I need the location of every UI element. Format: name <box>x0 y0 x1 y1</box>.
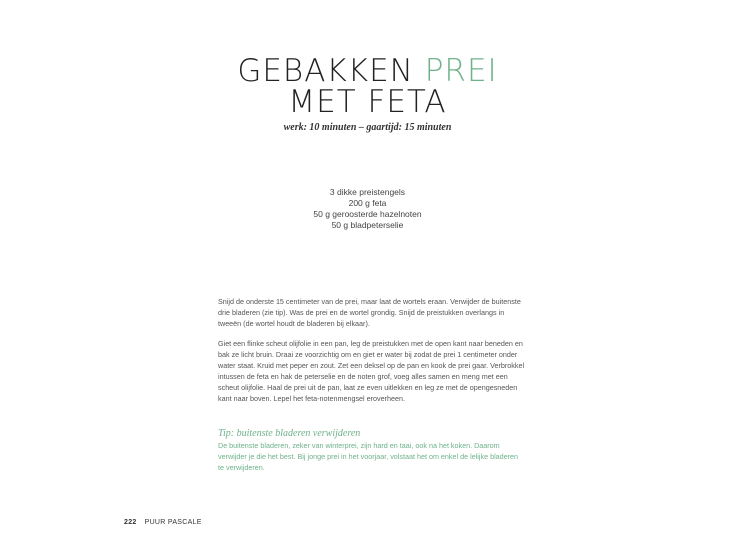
instructions <box>218 296 526 413</box>
title-line-2: MET FETA <box>288 84 447 120</box>
ingredient-item: 50 g geroosterde hazelnoten <box>313 209 422 219</box>
recipe-title <box>0 53 735 120</box>
ingredient-list <box>0 187 735 231</box>
book-title: PUUR PASCALE <box>144 519 202 526</box>
ingredient-item: 3 dikke preistengels <box>329 187 406 197</box>
page-footer <box>124 519 202 526</box>
recipe-timing: werk: 10 minuten – gaartijd: 15 minuten <box>283 122 452 133</box>
instruction-paragraph: Snijd de onderste 15 centimeter van de prei, maar laat de wortels eraan. Verwijder de buitenste drie bladeren (zie tip). Was de prei en de wortel grondig. Snijd de preistukken overlangs in tweeën (de wortel houdt de bladeren bij elkaar). <box>218 297 521 328</box>
title-part-1: GEBAKKEN <box>237 53 425 89</box>
instruction-paragraph: Giet een flinke scheut olijfolie in een pan, leg de preistukken met de open kant naar beneden en bak ze licht bruin. Draai ze voorzichtig om en giet er water bij zodat de prei 1 centimeter onder water staat. Kruid met peper en zout. Zet een deksel op de pan en kook de prei gaar. Verbrokkel intussen de feta en hak de peterselie en de noten grof, voeg alles samen en meng met een scheut olijfolie. Haal de prei uit de pan, laat ze even uitlekken en leg ze met de opengesneden kant naar boven. Lepel het feta-notenmengsel eroverheen. <box>218 339 525 403</box>
tip-text: De buitenste bladeren, zeker van winterprei, zijn hard en taai, ook na het koken. Daarom verwijder je die het best. Bij jonge prei in het voorjaar, volstaat het om enkel de lelijke bladeren te verwijderen. <box>218 441 519 472</box>
title-accent-word: PREI <box>424 53 498 89</box>
tip-heading: Tip: buitenste bladeren verwijderen <box>218 428 361 439</box>
title-line-1 <box>0 53 735 89</box>
ingredient-item: 200 g feta <box>348 198 387 208</box>
tip-box <box>218 428 526 473</box>
ingredient-item: 50 g bladpeterselie <box>331 220 404 230</box>
page-number: 222 <box>124 519 137 526</box>
